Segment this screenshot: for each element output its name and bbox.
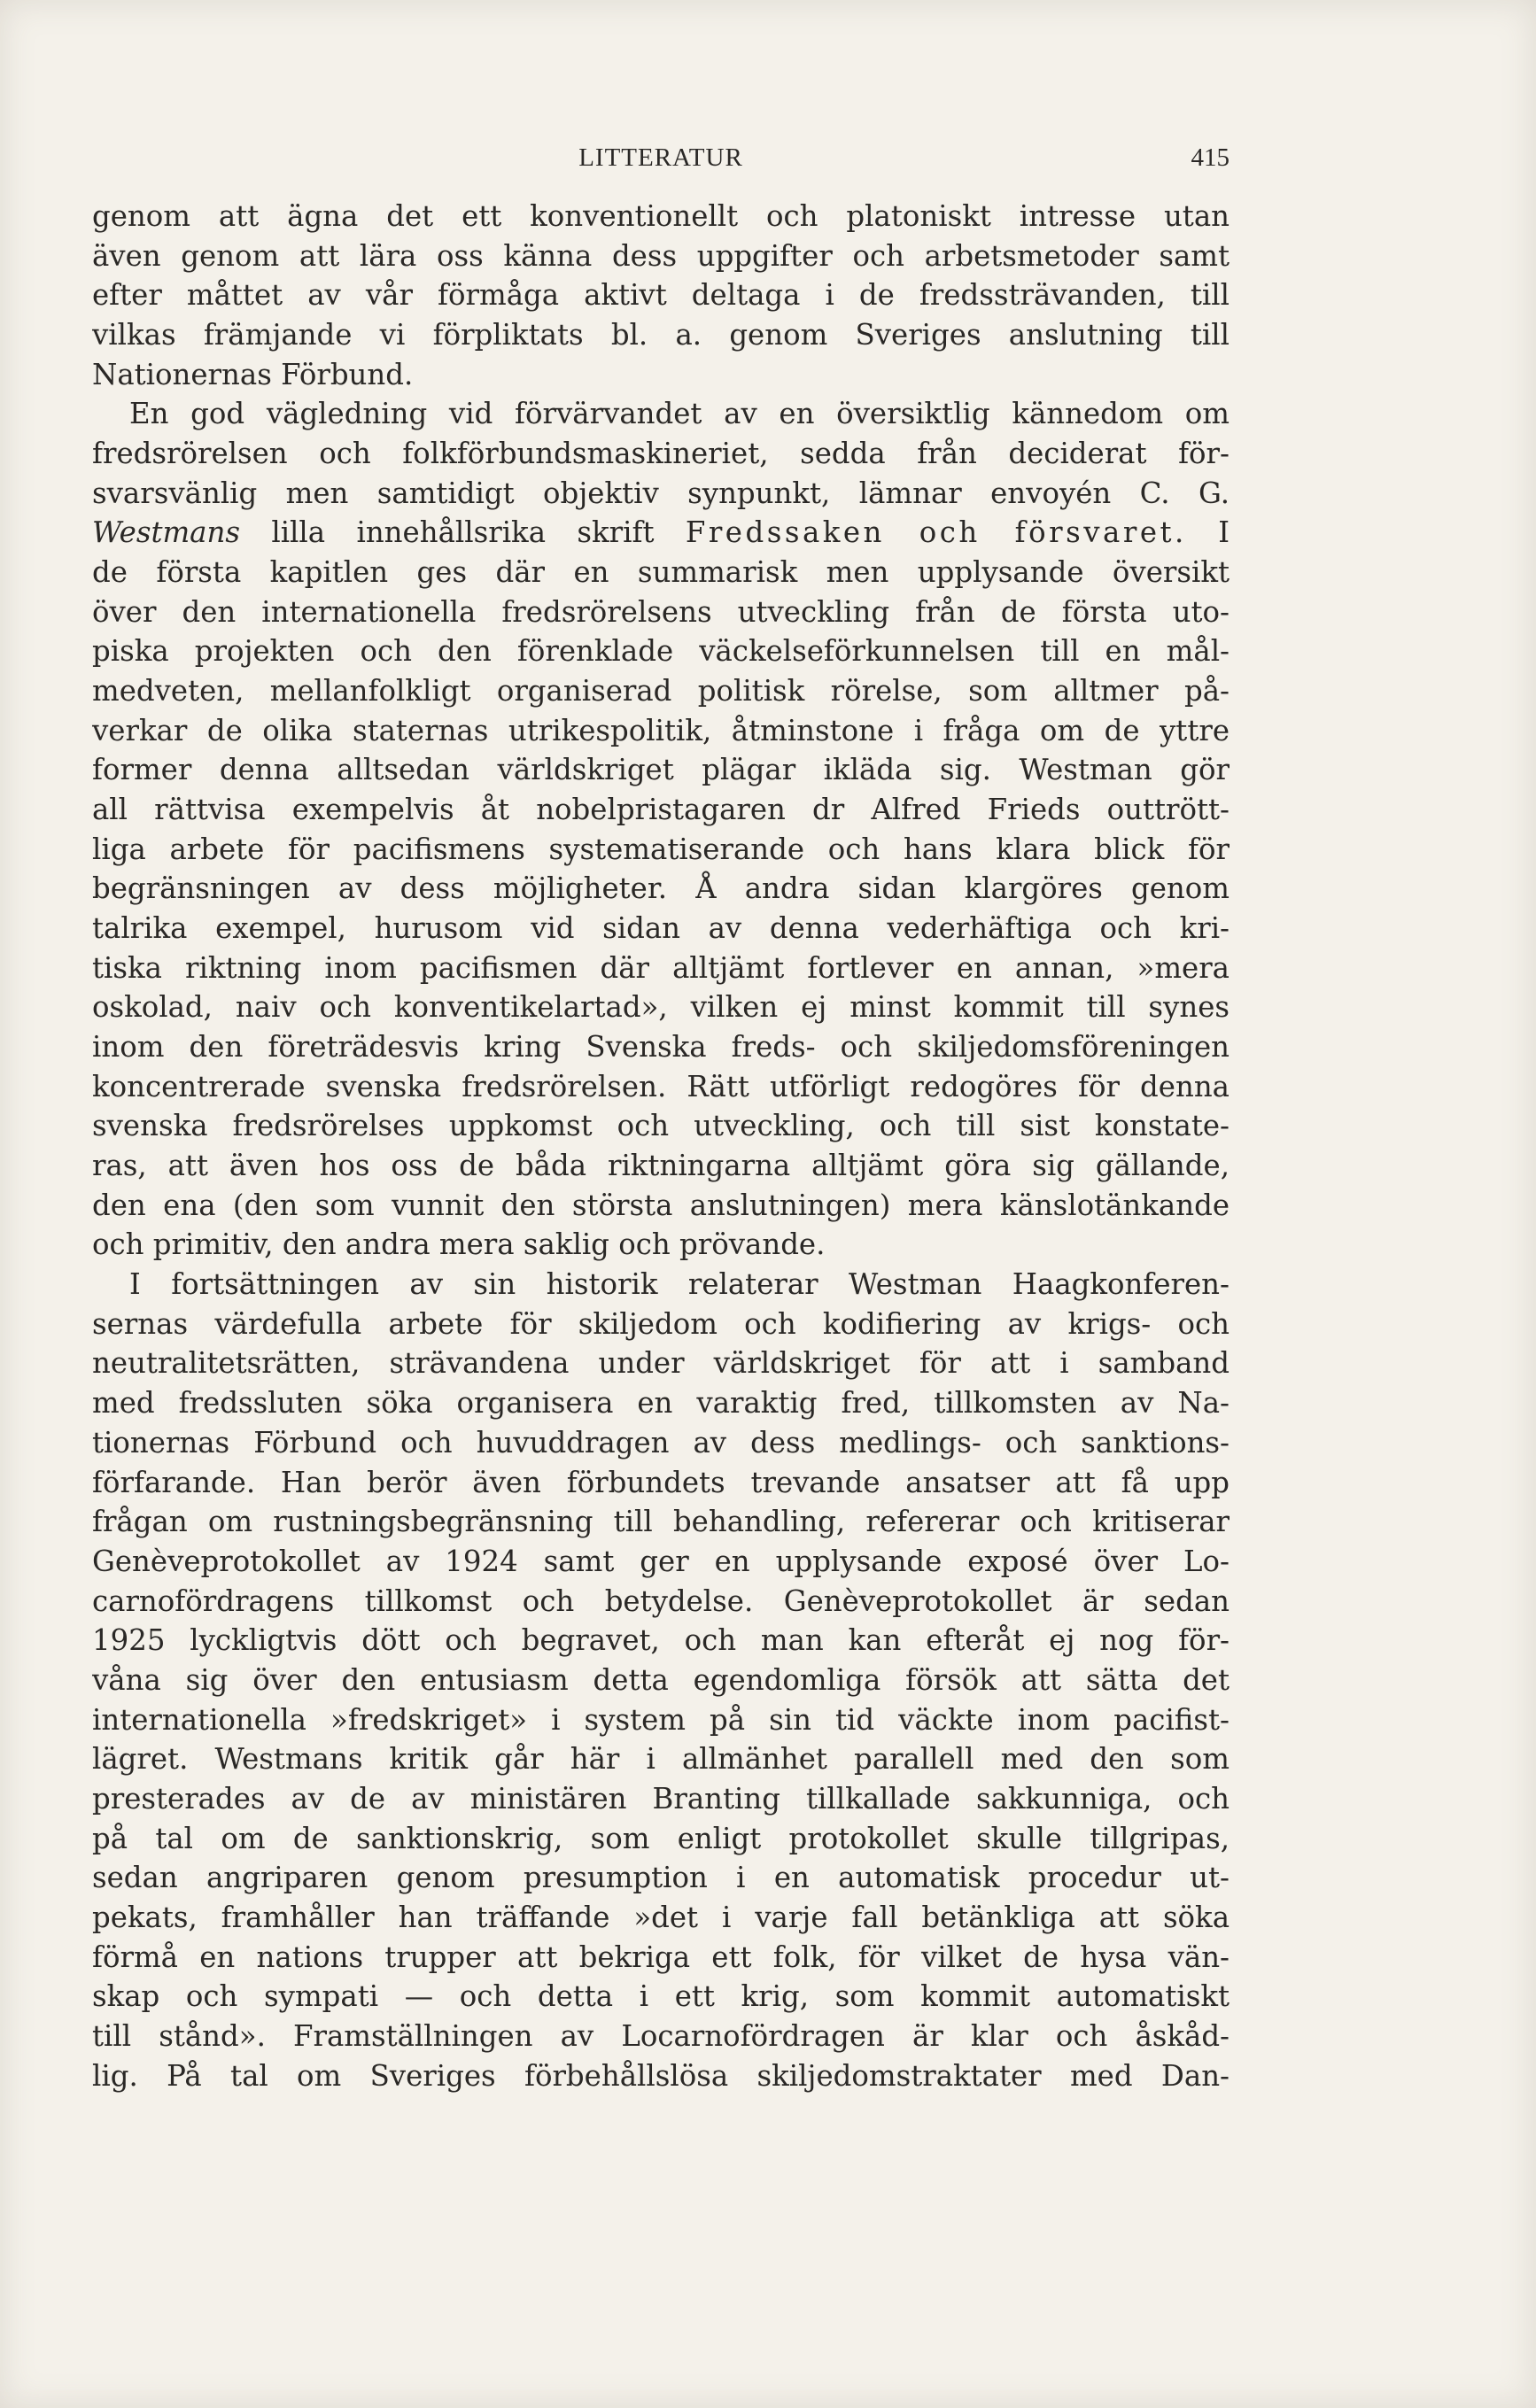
text-line: förfarande. Han berör även förbundets trevande ansatser att få upp: [92, 1465, 1230, 1499]
text-line: former denna alltsedan världskriget plägar ikläda sig. Westman gör: [92, 753, 1230, 787]
text-line: neutralitetsrätten, strävandena under världskriget för att i samband: [92, 1346, 1230, 1381]
text-line: verkar de olika staternas utrikespolitik, åtminstone i fråga om de yttre: [92, 713, 1230, 747]
text-line: till stånd». Framställningen av Locarnofördragen är klar och åskåd-: [92, 2018, 1230, 2053]
running-head: LITTERATUR: [578, 143, 743, 172]
text-line: de första kapitlen ges där en summarisk men upplysande översikt: [92, 555, 1230, 590]
text-line: pekats, framhåller han träffande »det i varje fall betänkliga att söka: [92, 1900, 1230, 1934]
text-line: genom att ägna det ett konventionellt och platoniskt intresse utan: [92, 199, 1230, 233]
text-line: tiska riktning inom pacifismen där alltjämt fortlever en annan, »mera: [92, 950, 1230, 985]
text-line: ras, att även hos oss de båda riktningarna alltjämt göra sig gällande,: [92, 1149, 1230, 1183]
book-title: Fredssaken och försvaret.: [685, 515, 1187, 550]
article-body: [92, 197, 1230, 2095]
text-line: Genèveprotokollet av 1924 samt ger en upplysande exposé över Lo-: [92, 1544, 1230, 1578]
text-line: oskolad, naiv och konventikelartad», vilken ej minst kommit till synes: [92, 990, 1230, 1025]
text-line: begränsningen av dess möjligheter. Å andra sidan klargöres genom: [92, 871, 1230, 906]
text-line: I fortsättningen av sin historik relaterar Westman Haagkonferen-: [129, 1267, 1230, 1302]
text-line: 1925 lyckligtvis dött och begravet, och man kan efteråt ej nog för-: [92, 1623, 1230, 1658]
text-line: presterades av de av ministären Branting tillkallade sakkunniga, och: [92, 1781, 1230, 1816]
text-line: talrika exempel, hurusom vid sidan av denna vederhäftiga och kri-: [92, 911, 1230, 946]
text-line: skap och sympati — och detta i ett krig, som kommit automatiskt: [92, 1979, 1230, 2014]
text-line: med fredssluten söka organisera en varaktig fred, tillkomsten av Na-: [92, 1386, 1230, 1421]
page-header: [92, 140, 1230, 175]
text-line: En god vägledning vid förvärvandet av en översiktlig kännedom om: [129, 397, 1230, 431]
text-line: piska projekten och den förenklade väckelseförkunnelsen till en mål-: [92, 634, 1230, 669]
text-line: våna sig över den entusiasm detta egendomliga försök att sätta det: [92, 1662, 1230, 1697]
text-line: liga arbete för pacifismens systematiserande och hans klara blick för: [92, 832, 1230, 866]
text-line: på tal om de sanktionskrig, som enligt protokollet skulle tillgripas,: [92, 1821, 1230, 1855]
text-line: efter måttet av vår förmåga aktivt deltaga i de fredssträvanden, till: [92, 278, 1230, 313]
text-line: sernas värdefulla arbete för skiljedom och kodifiering av krigs- och: [92, 1306, 1230, 1341]
text-line: förmå en nations trupper att bekriga ett folk, för vilket de hysa vän-: [92, 1940, 1230, 1974]
paragraph-1: [92, 197, 1230, 394]
text-line: frågan om rustningsbegränsning till behandling, refererar och kritiserar: [92, 1505, 1230, 1539]
text-line: inom den företrädesvis kring Svenska freds- och skiljedomsföreningen: [92, 1030, 1230, 1065]
text-line: lägret. Westmans kritik går här i allmänhet parallell med den som: [92, 1742, 1230, 1777]
author-name: Westmans: [92, 515, 240, 550]
text-line: över den internationella fredsrörelsens utveckling från de första uto-: [92, 594, 1230, 629]
text-line: all rättvisa exempelvis åt nobelpristagaren dr Alfred Frieds outtrött-: [92, 793, 1230, 827]
text-line: svarsvänlig men samtidigt objektiv synpunkt, lämnar envoyén C. G.: [92, 476, 1230, 510]
text-line: och primitiv, den andra mera saklig och prövande.: [92, 1227, 826, 1262]
text-line: den ena (den som vunnit den största anslutningen) mera känslotänkande: [92, 1188, 1230, 1222]
text-line: även genom att lära oss känna dess uppgifter och arbetsmetoder samt: [92, 238, 1230, 273]
text-line: sedan angriparen genom presumption i en automatisk procedur ut-: [92, 1861, 1230, 1895]
text-line: medveten, mellanfolkligt organiserad politisk rörelse, som alltmer på-: [92, 674, 1230, 708]
text-line: internationella »fredskriget» i system på sin tid väckte inom pacifist-: [92, 1702, 1230, 1737]
text-line: tionernas Förbund och huvuddragen av dess medlings- och sanktions-: [92, 1425, 1230, 1460]
paragraph-2: [92, 394, 1230, 1265]
text-line: vilkas främjande vi förpliktats bl. a. genom Sveriges anslutning till: [92, 318, 1230, 352]
text-line: fredsrörelsen och folkförbundsmaskineriet, sedda från deciderat för-: [92, 437, 1230, 471]
page-number: 415: [1191, 143, 1230, 172]
text-line: [92, 513, 1230, 553]
paragraph-3: [92, 1265, 1230, 2095]
text-line: svenska fredsrörelses uppkomst och utveckling, och till sist konstate-: [92, 1109, 1230, 1143]
text-fragment: I: [1186, 515, 1230, 550]
text-line: koncentrerade svenska fredsrörelsen. Rätt utförligt redogöres för denna: [92, 1069, 1230, 1103]
text-line: carnofördragens tillkomst och betydelse. Genèveprotokollet är sedan: [92, 1583, 1230, 1618]
text-line: Nationernas Förbund.: [92, 357, 414, 391]
text-fragment: lilla innehållsrika skrift: [239, 515, 686, 550]
text-line: lig. På tal om Sveriges förbehållslösa skiljedomstraktater med Dan-: [92, 2058, 1230, 2093]
